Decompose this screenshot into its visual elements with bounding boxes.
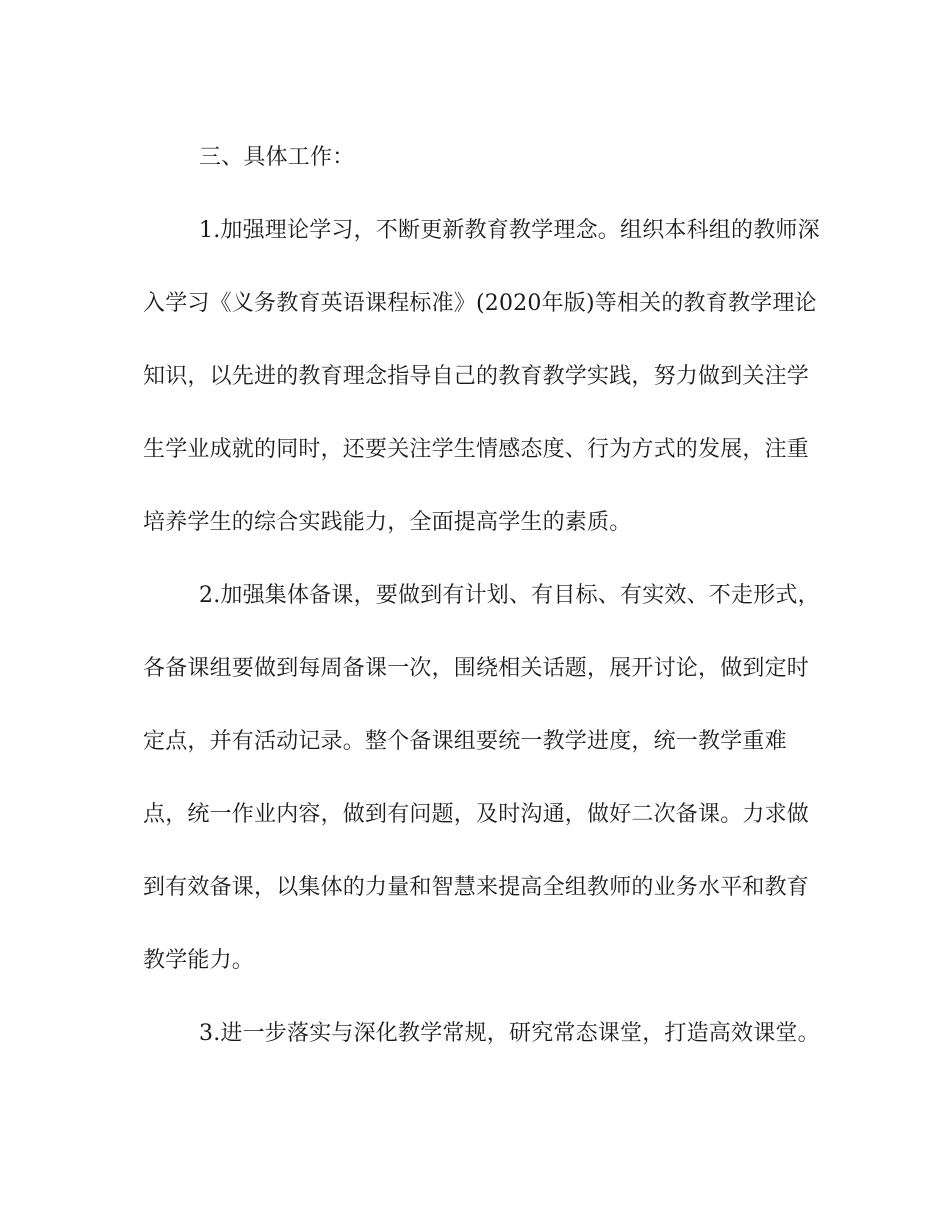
section-heading: 三、具体工作：: [199, 145, 355, 170]
paragraph-2-line-5: 到有效备课，以集体的力量和智慧来提高全组教师的业务水平和教育: [143, 875, 810, 900]
paragraph-1-line-2: 入学习《义务教育英语课程标准》(2020年版)等相关的教育教学理论: [143, 291, 817, 316]
paragraph-2-line-2: 各备课组要做到每周备课一次，围绕相关话题，展开讨论，做到定时: [143, 656, 810, 681]
paragraph-2-line-4: 点，统一作业内容，做到有问题，及时沟通，做好二次备课。力求做: [143, 802, 810, 827]
paragraph-2-line-6: 教学能力。: [143, 948, 255, 973]
paragraph-1-line-1: 1.加强理论学习，不断更新教育教学理念。组织本科组的教师深: [199, 218, 820, 243]
paragraph-2-line-3: 定点，并有活动记录。整个备课组要统一教学进度，统一教学重难: [143, 729, 787, 754]
paragraph-2-line-1: 2.加强集体备课，要做到有计划、有目标、有实效、不走形式，: [199, 583, 820, 608]
paragraph-1-line-4: 生学业成就的同时，还要关注学生情感态度、行为方式的发展，注重: [143, 437, 810, 462]
paragraph-3-line-1: 3.进一步落实与深化教学常规，研究常态课堂，打造高效课堂。: [199, 1021, 820, 1046]
paragraph-1-line-5: 培养学生的综合实践能力，全面提高学生的素质。: [143, 510, 632, 535]
paragraph-1-line-3: 知识，以先进的教育理念指导自己的教育教学实践，努力做到关注学: [143, 364, 810, 389]
